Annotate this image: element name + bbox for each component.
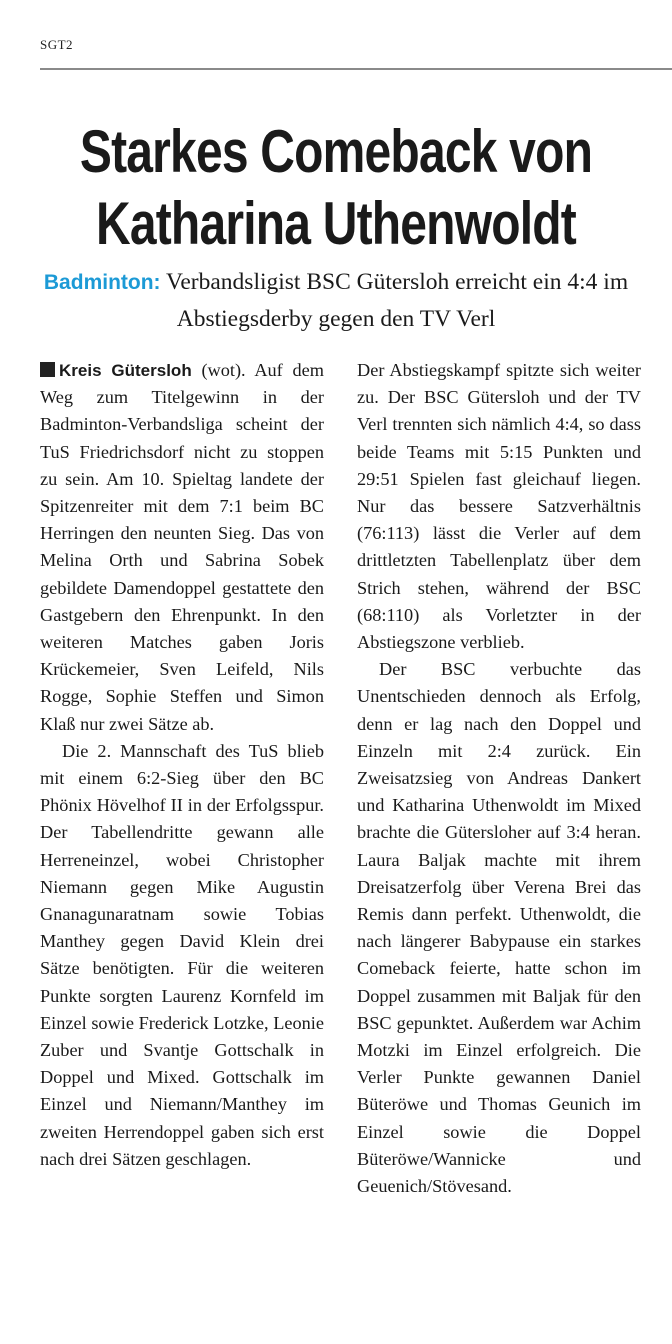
page-code: SGT2 (40, 37, 74, 52)
dateline-square-icon (40, 362, 55, 377)
headline (67, 116, 605, 260)
article-column-right (357, 357, 641, 1200)
dateline: Kreis Gütersloh (59, 361, 192, 380)
headline-line-2: Katharina Uthenwoldt (95, 190, 576, 257)
paragraph-text: (wot). Auf dem Weg zum Titelgewinn in der Badminton-Verbandsliga scheint der TuS Friedrichsdorf nicht zu stoppen zu sein. Am 10. Spieltag landete der Spitzenreiter mit dem 7:1 beim BC Herringen den neunten Sieg. Das von Melina Orth und Sabrina Sobek gebildete Damendoppel gestattete den Gastgebern den Ehrenpunkt. In den weiteren Matches gaben Joris Krückemeier, Sven Leifeld, Nils Rogge, Sophie Steffen und Simon Klaß nur zwei Sätze ab. (40, 360, 324, 734)
paragraph: Die 2. Mannschaft des TuS blieb mit einem 6:2-Sieg über den BC Phönix Hövelhof II in der Erfolgsspur. Der Tabellendritte gewann alle Herreneinzel, wobei Christopher Niemann gegen Mike Augustin Gnanagunaratnam sowie Tobias Manthey gegen David Klein drei Sätze benötigten. Für die weiteren Punkte sorgten Laurenz Kornfeld im Einzel sowie Frederick Lotzke, Leonie Zuber und Svantje Gottschalk in Doppel und Mixed. Gottschalk im Einzel und Niemann/Manthey im zweiten Herrendoppel gaben sich erst nach drei Sätzen geschlagen. (40, 740, 324, 1169)
paragraph (40, 357, 324, 738)
article-column-left (40, 357, 324, 1173)
paragraph: Der BSC verbuchte das Unentschieden dennoch als Erfolg, denn er lag nach den Doppel und Einzeln mit 2:4 zurück. Ein Zweisatzsieg von Andreas Dankert und Katharina Uthenwoldt im Mixed brachte die Gütersloher auf 3:4 heran. Laura Baljak machte mit ihrem Dreisatzerfolg über Verena Brei das Remis dann perfekt. Uthenwoldt, die nach längerer Babypause ein starkes Comeback feierte, hatte schon im Doppel zusammen mit Baljak für den BSC gepunktet. Außerdem war Achim Motzki im Einzel erfolgreich. Die Verler Punkte gewannen Daniel Büteröwe und Thomas Geunich im Einzel sowie die Doppel Büteröwe/Wannicke und Geuenich/Stövesand. (357, 659, 641, 1197)
headline-line-1: Starkes Comeback von (79, 118, 593, 185)
kicker: Badminton: (43, 271, 161, 294)
header-rule (40, 68, 672, 70)
subheadline-text: Verbandsligist BSC Gütersloh erreicht ein 4:4 im Abstiegsderby gegen den TV Verl (166, 269, 629, 332)
subheadline (0, 264, 672, 337)
paragraph: Der Abstiegskampf spitzte sich weiter zu. Der BSC Gütersloh und der TV Verl trennten sich nämlich 4:4, so dass beide Teams mit 5:15 Punkten und 29:51 Spielen fast gleichauf liegen. Nur das bessere Satzverhältnis (76:113) lässt die Verler auf dem drittletzten Tabellenplatz über dem Strich stehen, während der BSC (68:110) als Vorletzter in der Abstiegszone verblieb. (357, 360, 641, 653)
